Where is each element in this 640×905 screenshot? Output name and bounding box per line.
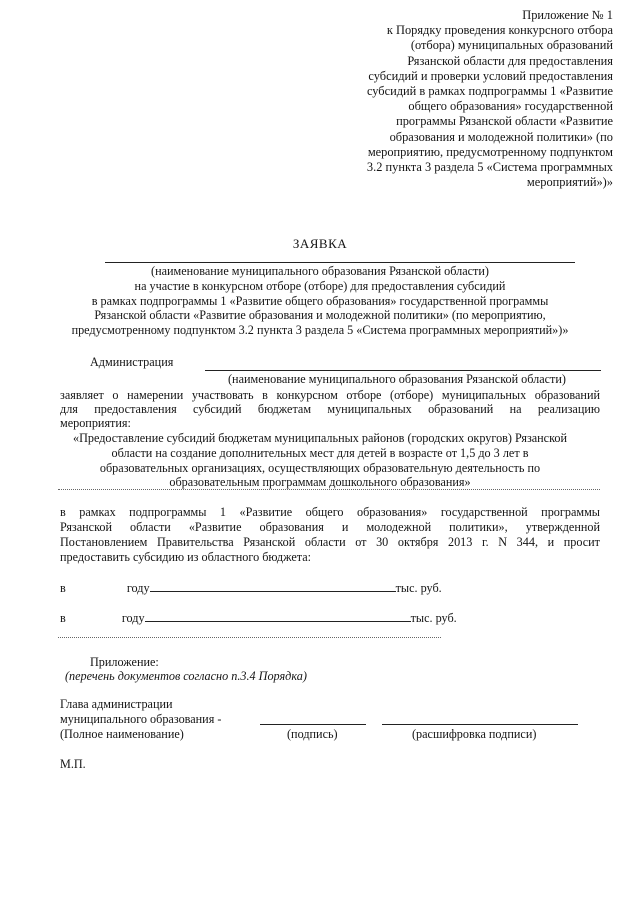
measure-underline [58,489,600,490]
measure-line: образовательным программам дошкольного образования» [169,475,471,490]
program-line: Постановлением Правительства Рязанской области от 30 октября 2013 г. N 344, и просит [60,535,600,549]
attachment-note: (перечень документов согласно п.3.4 Порядка) [65,669,307,683]
amount-prefix: в [60,581,66,595]
statement-line: для предоставления субсидий бюджетам муниципальных образований на реализацию [60,402,600,416]
measure-line: «Предоставление субсидий бюджетам муниципальных районов (городских округов) Рязанской [72,431,568,445]
amount-row-1 [60,580,580,596]
header-line: предусмотренному подпунктом 3.2 пункта 3 раздела 5 «Система программных мероприятий»)» [71,323,569,338]
annex-line: субсидий в рамках подпрограммы 1 «Развитие [366,84,613,99]
measure-block [40,431,600,490]
annex-line: мероприятию, предусмотренному подпунктом [367,144,613,159]
administration-label: Администрация [90,355,174,369]
year-input[interactable] [69,581,124,592]
amount-input[interactable] [150,580,396,592]
year-label: году [121,611,145,625]
head-line: (Полное наименование) [60,727,184,741]
header-line: в рамках подпрограммы 1 «Развитие общего образования» государственной программы [91,293,549,308]
header-line: на участие в конкурсном отборе (отборе) для предоставления субсидий [134,278,506,293]
program-line: Рязанской области «Развитие образования и молодежной политики», утвержденной [60,520,600,534]
year-label: году [126,581,150,595]
annex-line: общего образования» государственной [408,99,613,114]
program-line: предоставить субсидию из областного бюджета: [60,550,312,564]
signature-line[interactable] [260,724,366,725]
measure-line: образовательных организациях, осуществляющих образовательную деятельность по [99,460,541,475]
municipality-name-line[interactable] [105,262,575,263]
document-title: ЗАЯВКА [292,236,348,251]
seal-mark: М.П. [60,757,86,771]
annex-line: субсидий и проверки условий предоставления [368,68,613,83]
head-line: Глава администрации [60,697,173,711]
header-block [40,264,600,338]
annex-line: к Порядку проведения конкурсного отбора [386,23,613,38]
annex-line: (отбора) муниципальных образований [410,38,613,53]
annex-line: 3.2 пункта 3 раздела 5 «Система программных [366,160,613,175]
administration-name-line[interactable] [205,370,601,371]
amount-unit: тыс. руб. [395,581,442,595]
amount-unit: тыс. руб. [410,611,457,625]
annex-line: программы Рязанской области «Развитие [396,114,613,129]
annex-heading [313,8,613,190]
annex-line: мероприятий»)» [526,175,613,190]
attachment-label: Приложение: [90,655,159,669]
signature-decode-caption: (расшифровка подписи) [412,727,537,741]
statement-line: мероприятия: [60,416,131,430]
year-input[interactable] [69,611,119,622]
signature-decode-line[interactable] [382,724,578,725]
statement-line: заявляет о намерении участвовать в конкурсном отборе (отборе) муниципальных образований [60,388,600,402]
amount-input[interactable] [145,610,411,622]
program-line: в рамках подпрограммы 1 «Развитие общего образования» государственной программы [60,505,600,519]
annex-line: Приложение № 1 [522,8,613,22]
amount-row-2 [60,610,580,626]
amount-separator [58,637,441,638]
head-line: муниципального образования - [60,712,222,726]
administration-caption: (наименование муниципального образования Рязанской области) [228,372,566,386]
annex-line: Рязанской области для предоставления [407,53,613,68]
header-line: Рязанской области «Развитие образования и молодежной политики» (по мероприятию, [94,308,546,323]
amount-prefix: в [60,611,66,625]
signature-caption: (подпись) [287,727,338,741]
measure-line: области на создание дополнительных мест для детей в возрасте от 1,5 до 3 лет в [111,445,529,460]
municipality-caption: (наименование муниципального образования Рязанской области) [151,264,489,278]
annex-line: образования и молодежной политики» (по [389,129,613,144]
